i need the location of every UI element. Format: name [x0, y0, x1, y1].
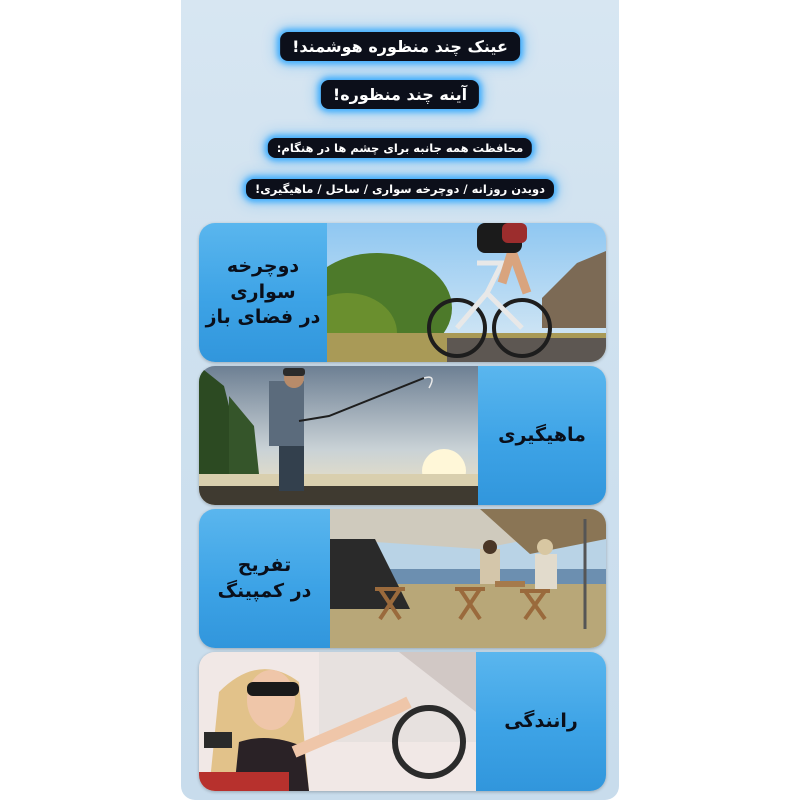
fishing-photo — [199, 366, 478, 505]
cycling-photo — [327, 223, 606, 362]
activity-card-driving — [199, 652, 606, 791]
activity-card-camping — [199, 509, 606, 648]
activity-label-line1: ماهیگیری — [498, 423, 586, 446]
driving-photo — [199, 652, 476, 791]
activity-label-camping — [199, 509, 330, 648]
activity-card-cycling — [199, 223, 606, 362]
subtitle-activities: دویدن روزانه / دوچرخه سواری / ساحل / ماهیگیری! — [246, 179, 554, 199]
activity-label-fishing — [478, 366, 606, 505]
activity-label-line1: تفریح — [237, 553, 292, 576]
activity-label-line2: در فضای باز — [205, 306, 321, 329]
headline-multipurpose-mirror: آینه چند منظوره! — [321, 80, 479, 109]
activity-card-fishing — [199, 366, 606, 505]
subtitle-protection: محافظت همه جانبه برای چشم ها در هنگام: — [268, 138, 532, 158]
activity-label-cycling — [199, 223, 327, 362]
activity-label-line1: رانندگی — [504, 709, 578, 732]
headline-smart-glasses: عینک چند منظوره هوشمند! — [280, 32, 520, 61]
camping-photo — [330, 509, 606, 648]
activity-label-driving — [476, 652, 606, 791]
activity-label-line2: در کمپینگ — [217, 579, 312, 602]
activity-label-line1: دوچرخه سواری — [226, 255, 300, 303]
